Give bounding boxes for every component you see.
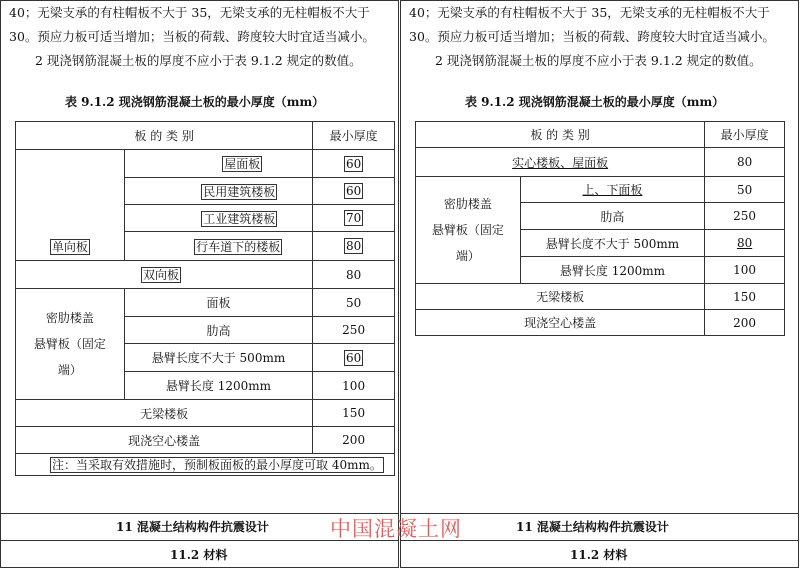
row-label: 悬臂长度 1200mm [124, 372, 313, 400]
left-thickness-table [15, 121, 395, 476]
header-type: 板 的 类 别 [16, 122, 313, 150]
row-value: 60 [345, 184, 362, 198]
table-note-row [16, 454, 395, 476]
row-value: 60 [345, 156, 362, 171]
left-section-112-row [1, 540, 399, 569]
group-label-rib-cantilever: 密肋楼盖 悬臂板（固定 端） [16, 289, 125, 400]
row-value: 80 [736, 236, 753, 250]
right-section-112-row [401, 540, 799, 569]
left-paragraph-line-2: 30。预应力板可适当增加；当板的荷载、跨度较大时宜适当减小。 [9, 29, 375, 44]
right-column [400, 0, 799, 568]
right-paragraph-line-2: 30。预应力板可适当增加；当板的荷载、跨度较大时宜适当减小。 [409, 29, 775, 44]
row-value: 60 [345, 350, 362, 365]
right-table-title: 表 9.1.2 现浇钢筋混凝土板的最小厚度（mm） [465, 95, 725, 109]
section-heading-11-2: 11.2 材料 [170, 548, 228, 562]
table-row [16, 261, 395, 289]
group-label-rib-cantilever: 密肋楼盖 悬臂板（固定 端） [416, 177, 521, 284]
row-value: 200 [705, 310, 785, 336]
row-label: 现浇空心楼盖 [16, 427, 313, 454]
section-heading-11: 11 混凝土结构构件抗震设计 [516, 520, 669, 534]
table-row [416, 310, 785, 336]
row-value: 250 [313, 317, 395, 344]
table-row [416, 284, 785, 310]
right-paragraph-line-1: 40；无梁支承的有柱帽板不大于 35，无梁支承的无柱帽板不大于 [409, 5, 770, 20]
row-value: 150 [705, 284, 785, 310]
row-value: 200 [313, 427, 395, 454]
section-heading-11: 11 混凝土结构构件抗震设计 [116, 520, 269, 534]
left-column [0, 0, 399, 568]
left-paragraph-line-1: 40；无梁支承的有柱帽板不大于 35，无梁支承的无柱帽板不大于 [9, 5, 370, 20]
row-value: 100 [705, 257, 785, 284]
right-paragraph-line-3: 2 现浇钢筋混凝土板的厚度不应小于表 9.1.2 规定的数值。 [435, 53, 762, 68]
header-type: 板 的 类 别 [416, 122, 705, 148]
table-row [416, 177, 785, 203]
row-value: 50 [313, 289, 395, 317]
row-label: 悬臂长度 1200mm [520, 257, 705, 284]
right-thickness-table [415, 121, 785, 336]
table-row [16, 427, 395, 454]
row-label: 无梁楼板 [416, 284, 705, 310]
row-label: 肋高 [124, 317, 313, 344]
table-row [16, 150, 395, 178]
row-label: 上、下面板 [582, 183, 643, 197]
table-header-row [16, 122, 395, 150]
row-label: 肋高 [520, 203, 705, 230]
header-min-thickness: 最小厚度 [313, 122, 395, 150]
group-label-single: 单向板 [16, 150, 125, 261]
row-value: 80 [705, 148, 785, 177]
row-value: 100 [313, 372, 395, 400]
row-label: 无梁楼板 [16, 400, 313, 427]
row-value: 150 [313, 400, 395, 427]
row-label: 屋面板 [224, 157, 261, 171]
row-value: 80 [345, 239, 362, 253]
row-label: 面板 [124, 289, 313, 317]
table-row [416, 148, 785, 177]
row-label: 工业建筑楼板 [203, 211, 276, 226]
row-label: 实心楼板、屋面板 [512, 155, 609, 170]
row-label: 行车道下的楼板 [196, 239, 281, 254]
left-table-title: 表 9.1.2 现浇钢筋混凝土板的最小厚度（mm） [65, 95, 325, 109]
left-paragraph-line-3: 2 现浇钢筋混凝土板的厚度不应小于表 9.1.2 规定的数值。 [35, 53, 362, 68]
row-label: 悬臂长度不大于 500mm [520, 230, 705, 257]
row-value: 250 [705, 203, 785, 230]
row-value: 70 [345, 211, 362, 225]
table-row [16, 289, 395, 317]
row-label: 现浇空心楼盖 [416, 310, 705, 336]
table-row [16, 400, 395, 427]
row-label: 双向板 [143, 268, 180, 282]
table-note: 注：当采取有效措施时，预制板面板的最小厚度可取 40mm。 [52, 458, 382, 472]
row-value: 80 [313, 261, 395, 289]
section-heading-11-2: 11.2 材料 [570, 548, 628, 562]
header-min-thickness: 最小厚度 [705, 122, 785, 148]
row-label: 民用建筑楼板 [203, 184, 276, 199]
row-label: 悬臂长度不大于 500mm [124, 344, 313, 372]
watermark: 中国混凝土网 [330, 517, 462, 541]
row-value: 50 [705, 177, 785, 203]
table-header-row [416, 122, 785, 148]
